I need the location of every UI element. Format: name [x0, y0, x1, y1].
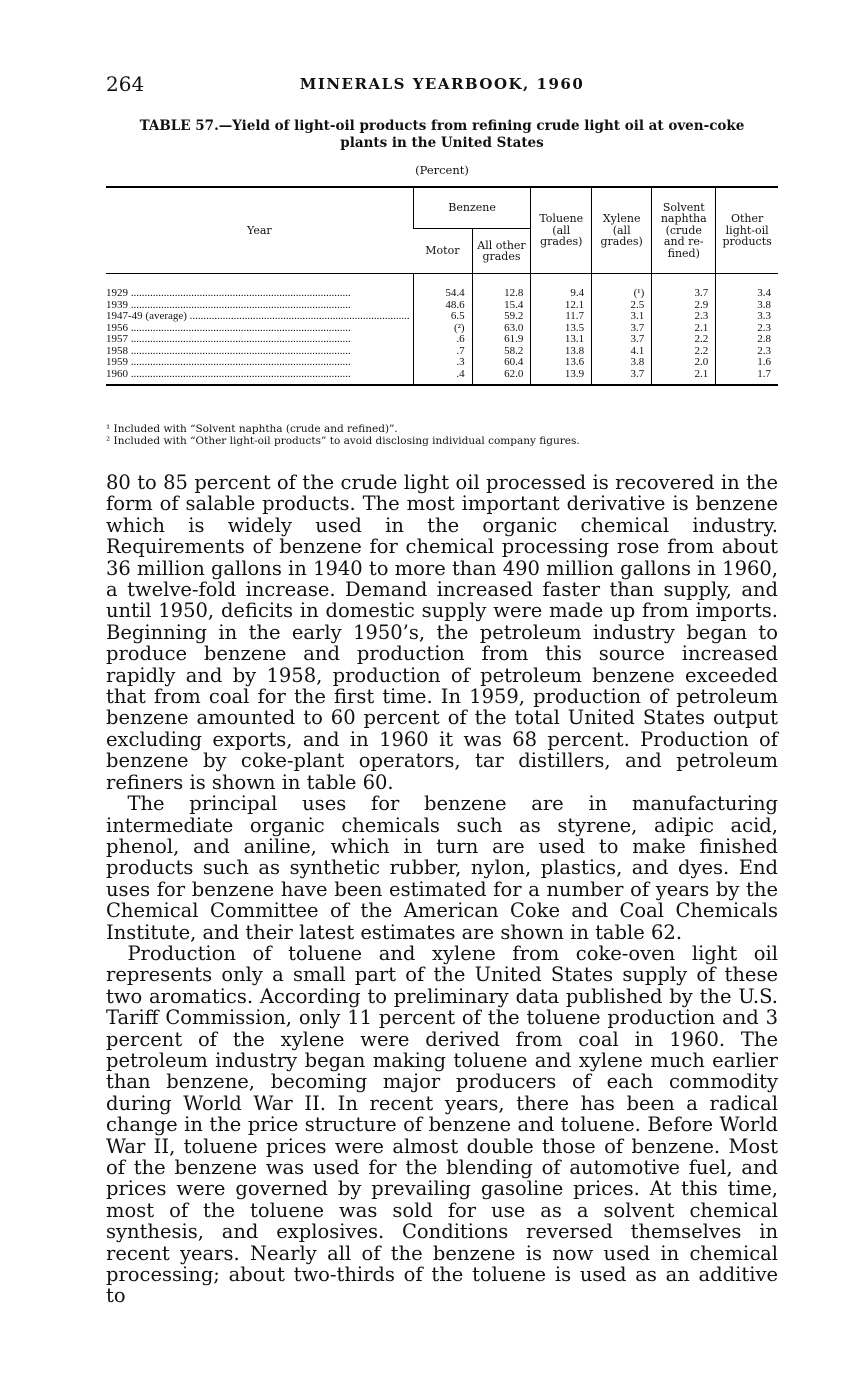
cell-other: 2.8 — [716, 334, 778, 346]
cell-toluene: 9.4 — [531, 288, 592, 300]
cell-toluene: 11.7 — [531, 311, 592, 323]
table-header — [106, 187, 778, 274]
cell-solvent: 3.7 — [652, 288, 716, 300]
cell-motor: 54.4 — [413, 288, 472, 300]
cell-all-other: 12.8 — [472, 288, 531, 300]
cell-motor: 6.5 — [413, 311, 472, 323]
cell-toluene: 13.9 — [531, 369, 592, 386]
table-caption-line-1: TABLE 57.—Yield of light-oil products from refining crude light oil at oven-coke — [139, 118, 745, 134]
table-row — [106, 311, 778, 323]
cell-all-other: 60.4 — [472, 357, 531, 369]
cell-other: 3.4 — [716, 288, 778, 300]
yield-table — [106, 186, 778, 386]
cell-xylene: 3.8 — [592, 357, 652, 369]
paragraph-3: Production of toluene and xylene from coke-oven light oil represents only a small part of the United States supply of these two aromatics. According to preliminary data published by the U.S. Tariff Commission, only 11 percent of the toluene production and 3 percent of the xylene were derived from coal in 1960. The petroleum industry began making toluene and xylene much earlier than benzene, becoming major producers of each commodity during World War II. In recent years, there has been a radical change in the price structure of benzene and toluene. Before World War II, toluene prices were almost double those of benzene. Most of the benzene was used for the blending of automotive fuel, and prices were governed by prevailing gasoline prices. At this time, most of the toluene was sold for use as a solvent chemical synthesis, and explosives. Conditions reversed themselves in recent years. Nearly all of the benzene is now used in chemical processing; about two-thirds of the toluene is used as an additive to — [106, 941, 778, 1308]
col-header-xylene: Xylene (all grades) — [592, 187, 652, 274]
cell-year: 1929 ................................................................................ — [106, 288, 351, 299]
cell-motor: 48.6 — [413, 300, 472, 312]
table-row — [106, 357, 778, 369]
cell-toluene: 13.1 — [531, 334, 592, 346]
cell-toluene: 13.5 — [531, 323, 592, 335]
col-header-solvent-naphtha: Solvent naphtha (crude and re-fined) — [652, 187, 716, 274]
cell-all-other: 61.9 — [472, 334, 531, 346]
running-head — [106, 72, 778, 98]
cell-solvent: 2.9 — [652, 300, 716, 312]
cell-year: 1960 ................................................................................ — [106, 368, 351, 380]
cell-xylene: 3.7 — [592, 323, 652, 335]
col-header-other-products: Other light-oil products — [716, 187, 778, 274]
cell-all-other: 63.0 — [472, 323, 531, 335]
col-header-benzene: Benzene — [413, 187, 531, 229]
table-row — [106, 346, 778, 358]
cell-motor: (²) — [413, 323, 472, 335]
table-caption — [106, 118, 778, 152]
paragraph-2: The principal uses for benzene are in manufacturing intermediate organic chemicals such as styrene, adipic acid, phenol, and aniline, which in turn are used to make finished products such as synthetic rubber, nylon, plastics, and dyes. End uses for benzene have been estimated for a number of years by the Chemical Committee of the American Coke and Coal Chemicals Institute, and their latest estimates are shown in table 62. — [106, 792, 778, 944]
cell-xylene: 3.7 — [592, 369, 652, 386]
col-header-motor: Motor — [413, 229, 472, 274]
paragraph-1: 80 to 85 percent of the crude light oil processed is recovered in the form of salable products. The most important derivative is benzene which is widely used in the organic chemical industry. Requirements of benzene for chemical processing rose from about 36 million gallons in 1940 to more than 490 million gallons in 1960, a twelve-fold increase. Demand increased faster than supply, and until 1950, deficits in domestic supply were made up from imports. Beginning in the early 1950’s, the petroleum industry began to produce benzene and production from this source increased rapidly and by 1958, production of petroleum benzene exceeded that from coal for the first time. In 1959, production of petroleum benzene amounted to 60 percent of the total United States output excluding exports, and in 1960 it was 68 percent. Production of benzene by coke-plant operators, tar distillers, and petroleum refiners is shown in table 60. — [106, 471, 778, 794]
cell-year: 1947-49 (average) ................................................................................ — [106, 311, 410, 322]
cell-motor: .4 — [413, 369, 472, 386]
footnote-2: ² Included with “Other light-oil products” to avoid disclosing individual company figures. — [106, 434, 580, 447]
page-number: 264 — [106, 72, 145, 96]
col-header-toluene: Toluene (all grades) — [531, 187, 592, 274]
cell-toluene: 12.1 — [531, 300, 592, 312]
cell-solvent: 2.2 — [652, 346, 716, 358]
table-row — [106, 288, 778, 300]
cell-year: 1939 ................................................................................ — [106, 299, 351, 311]
body-text — [106, 472, 778, 1307]
cell-xylene: (¹) — [592, 288, 652, 300]
cell-toluene: 13.8 — [531, 346, 592, 358]
cell-year: 1956 ................................................................................ — [106, 322, 351, 334]
table-caption-line-2: plants in the United States — [340, 135, 544, 151]
table-unit: (Percent) — [415, 163, 469, 177]
cell-year: 1958 ................................................................................ — [106, 345, 351, 357]
cell-all-other: 15.4 — [472, 300, 531, 312]
cell-xylene: 3.7 — [592, 334, 652, 346]
table-footnotes — [106, 424, 778, 447]
cell-other: 3.8 — [716, 300, 778, 312]
cell-xylene: 2.5 — [592, 300, 652, 312]
cell-solvent: 2.2 — [652, 334, 716, 346]
table-body — [106, 274, 778, 386]
cell-toluene: 13.6 — [531, 357, 592, 369]
table-row — [106, 334, 778, 346]
running-title: MINERALS YEARBOOK, 1960 — [299, 75, 585, 93]
table-row — [106, 300, 778, 312]
cell-xylene: 4.1 — [592, 346, 652, 358]
cell-xylene: 3.1 — [592, 311, 652, 323]
cell-other: 1.7 — [716, 369, 778, 386]
cell-other: 2.3 — [716, 346, 778, 358]
footnote-1: ¹ Included with “Solvent naphtha (crude and refined)”. — [106, 423, 398, 435]
cell-motor: .3 — [413, 357, 472, 369]
cell-all-other: 62.0 — [472, 369, 531, 386]
table-row — [106, 323, 778, 335]
cell-motor: .6 — [413, 334, 472, 346]
cell-other: 2.3 — [716, 323, 778, 335]
col-header-year: Year — [106, 187, 413, 274]
col-header-all-other-grades: All other grades — [472, 229, 531, 274]
cell-all-other: 58.2 — [472, 346, 531, 358]
cell-solvent: 2.0 — [652, 357, 716, 369]
cell-all-other: 59.2 — [472, 311, 531, 323]
cell-motor: .7 — [413, 346, 472, 358]
cell-other: 3.3 — [716, 311, 778, 323]
table-row — [106, 369, 778, 386]
cell-solvent: 2.1 — [652, 369, 716, 386]
cell-solvent: 2.1 — [652, 323, 716, 335]
cell-other: 1.6 — [716, 357, 778, 369]
cell-year: 1959 ................................................................................ — [106, 357, 351, 368]
cell-year: 1957 ................................................................................ — [106, 334, 351, 345]
cell-solvent: 2.3 — [652, 311, 716, 323]
